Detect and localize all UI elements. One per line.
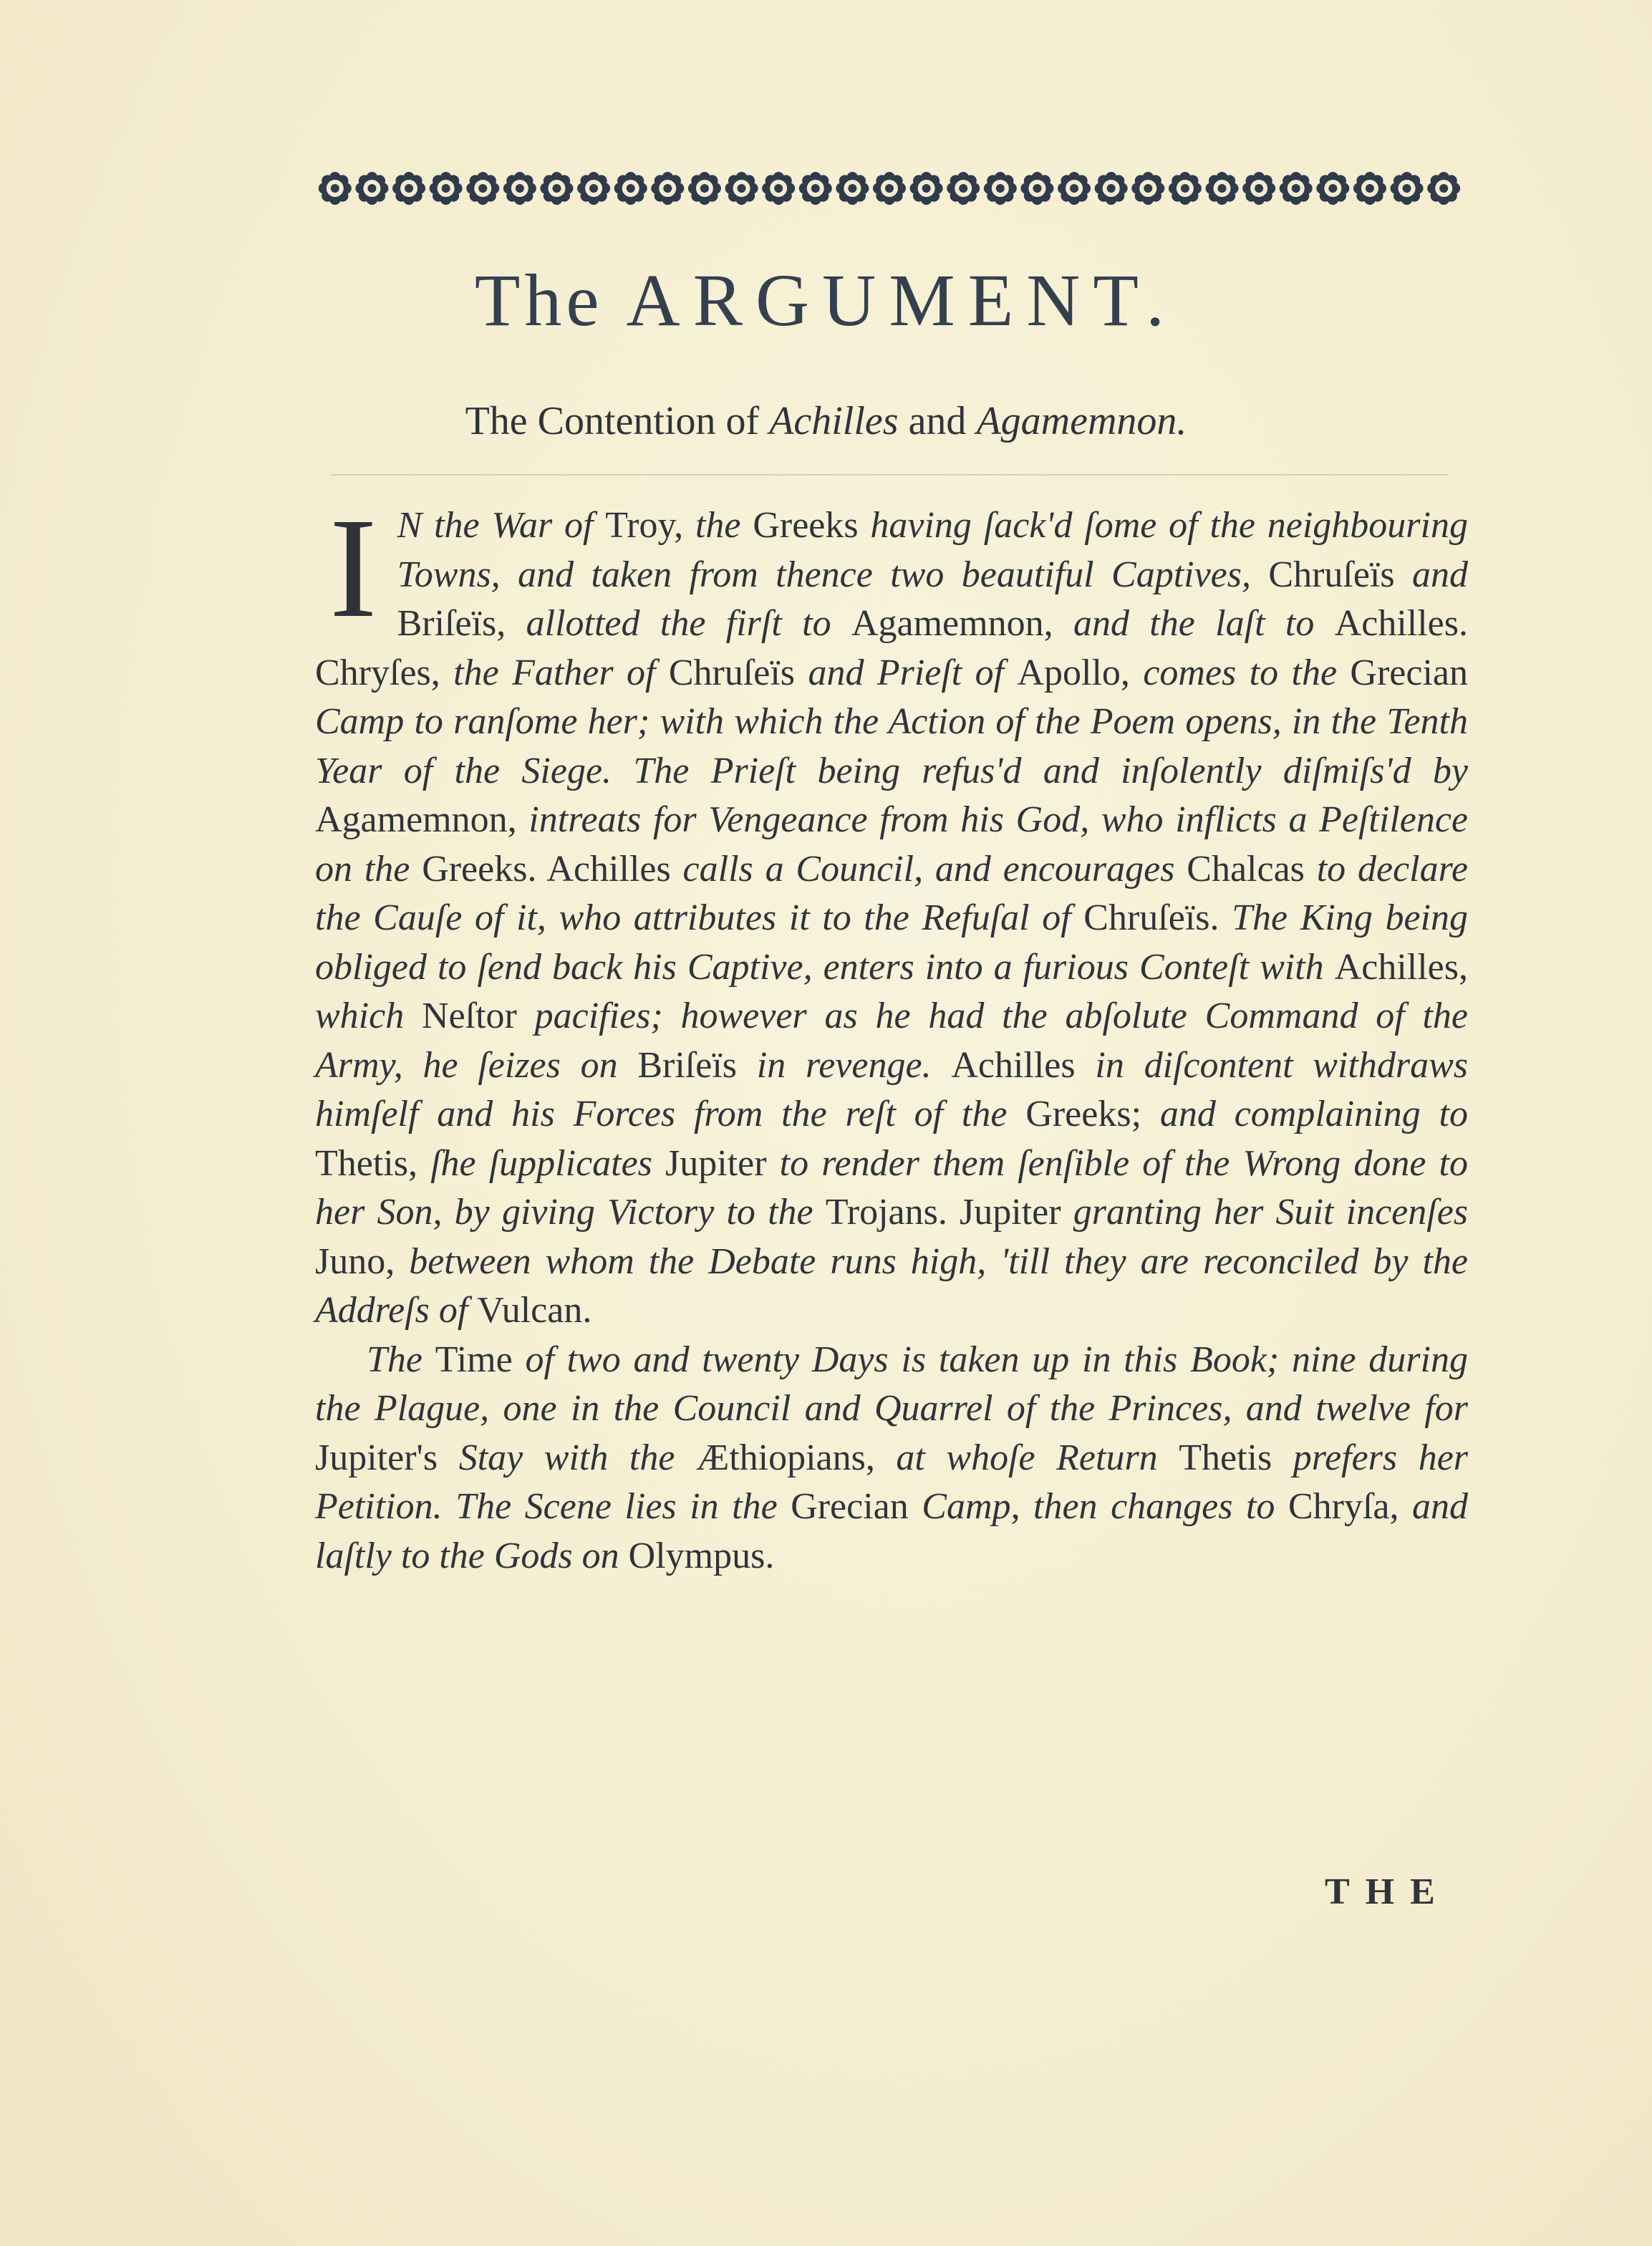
text-segment: between whom the Debate runs high, 'till they are reconciled by the Addreſs of [315,1240,1468,1331]
fleuron-icon [466,172,499,205]
fleuron-icon [1169,172,1202,205]
fleuron-icon [577,172,610,205]
text-segment: Thetis, [315,1142,431,1184]
text-segment: the [695,505,753,546]
subtitle-name-agamemnon: Agamemnon. [976,399,1187,443]
fleuron-icon [836,172,869,205]
text-segment: Greeks [753,505,871,546]
text-segment: Achilles. Chryſes, [315,603,1468,693]
subtitle-name-achilles: Achilles [769,399,899,443]
text-segment: to render them ſenſible of the Wrong done to her Son, by giving Victory to the [315,1142,1468,1233]
text-segment: and [1412,554,1468,595]
text-segment: Achilles [951,1044,1096,1086]
fleuron-icon [1020,172,1053,205]
argument-body [315,489,1469,1581]
text-segment: Trojans. Jupiter [825,1192,1073,1233]
fleuron-icon [873,172,906,205]
text-segment: Troy, [605,505,695,546]
text-segment: Chryſa, [1288,1486,1412,1527]
text-segment: of two and twenty Days is taken up in this Book; nine during the Plague, one in the Council and Quarrel of the Princes, and twelve for [315,1339,1468,1429]
text-segment: prefers her Petition. The Scene lies in the [315,1437,1469,1527]
text-segment: N the War of [397,505,606,546]
text-segment: Briſeïs [637,1044,757,1086]
text-segment: Camp, then changes to [922,1486,1288,1527]
subtitle-and: and [908,399,967,443]
text-segment: calls a Council, and encourages [682,848,1187,890]
text-segment: The [367,1339,435,1380]
fleuron-icon [688,172,721,205]
text-segment: to declare the Cauſe of it, who attributes it to the Refuſal of [315,848,1468,938]
fleuron-icon [762,172,795,205]
fleuron-icon [1206,172,1239,205]
text-segment: intreats for Vengeance from his God, who inflicts a Peſtilence on the [315,799,1469,890]
subtitle-prefix: The Contention of [465,399,760,443]
fleuron-icon [355,172,388,205]
text-segment: Apollo, [1017,652,1144,693]
text-segment: which [315,996,422,1036]
title-the: The [474,259,604,342]
text-segment: Chruſeïs. [1083,897,1232,938]
text-segment: Thetis [1179,1437,1293,1478]
fleuron-icon [614,172,647,205]
text-segment: Grecian [1350,652,1468,693]
text-segment: Agamemnon, [315,799,529,840]
text-segment: Camp to ranſome her; with which the Action of the Poem opens, in the Tenth Year of the Siege. The Prieſt being refus'd and inſolently diſmiſs'd by [315,701,1468,791]
drop-cap: I [329,489,377,647]
text-segment: Chruſeïs [1268,554,1412,595]
fleuron-icon [1391,172,1424,205]
fleuron-icon [725,172,758,205]
paragraph-1 [315,489,1469,1336]
text-segment: having ſack'd ſome of the neighbouring Towns, and taken from thence two beautiful Captives, [397,505,1468,595]
text-segment: and Prieſt of [808,652,1018,693]
fleuron-border-icon [317,168,1462,209]
fleuron-icon [910,172,943,205]
fleuron-icon [1316,172,1349,205]
text-segment: pacifies; however as he had the abſolute Command of the Army, he ſeizes on [315,996,1469,1086]
subtitle [0,398,1652,444]
fleuron-icon [1058,172,1091,205]
text-segment: in diſcontent withdraws himſelf and his Forces from the reſt of the [315,1044,1468,1134]
text-segment: Juno, [315,1240,410,1282]
fleuron-icon [1280,172,1313,205]
fleuron-icon [799,172,832,205]
text-segment: Jupiter's [315,1437,459,1478]
text-segment: Neſtor [422,996,535,1036]
text-segment: granting her Suit incenſes [1073,1192,1469,1233]
fleuron-icon [1131,172,1164,205]
text-segment: and the laſt to [1073,603,1335,644]
fleuron-icon [1095,172,1128,205]
text-segment: and complaining to [1159,1094,1468,1134]
text-segment: Achilles, [1334,946,1468,988]
fleuron-icon [503,172,536,205]
fleuron-icon [392,172,425,205]
text-segment: Briſeïs, [397,603,526,644]
paragraph-2 [315,1336,1468,1581]
text-segment: Jupiter [665,1142,780,1184]
text-segment: at whoſe Return [896,1437,1179,1478]
text-segment: Greeks; [1025,1094,1160,1134]
fleuron-icon [540,172,573,205]
fleuron-icon [1353,172,1386,205]
text-segment: allotted the firſt to [526,603,851,644]
text-segment: The King being obliged to ſend back his Captive, enters into a furious Conteſt with [315,897,1468,988]
text-segment: Æthiopians, [695,1437,897,1478]
text-segment: ſhe ſupplicates [430,1142,666,1184]
title-argument: ARGUMENT. [626,259,1178,342]
text-segment: Time [435,1339,526,1380]
text-segment: Grecian [791,1486,922,1527]
fleuron-border [317,168,1462,209]
fleuron-icon [1427,172,1460,205]
fleuron-icon [1242,172,1275,205]
text-segment: Chalcas [1187,848,1317,890]
text-segment: and laſtly to the Gods on [315,1486,1468,1576]
text-segment: Stay with the [458,1437,696,1478]
text-segment: Vulcan. [477,1290,592,1331]
fleuron-icon [651,172,684,205]
fleuron-icon [319,172,352,205]
text-segment: Olympus. [628,1535,775,1576]
text-segment: Agamemnon, [851,603,1073,644]
catchword: THE [1325,1871,1451,1912]
text-segment: Greeks. Achilles [422,848,683,890]
fleuron-icon [984,172,1017,205]
fleuron-icon [430,172,463,205]
page-title [0,258,1652,343]
text-segment: in revenge. [756,1044,952,1086]
divider-rule [331,474,1448,476]
text-segment: comes to the [1143,652,1351,693]
text-segment: the Father of [453,652,669,693]
text-segment: Chruſeïs [668,652,808,693]
fleuron-icon [947,172,980,205]
